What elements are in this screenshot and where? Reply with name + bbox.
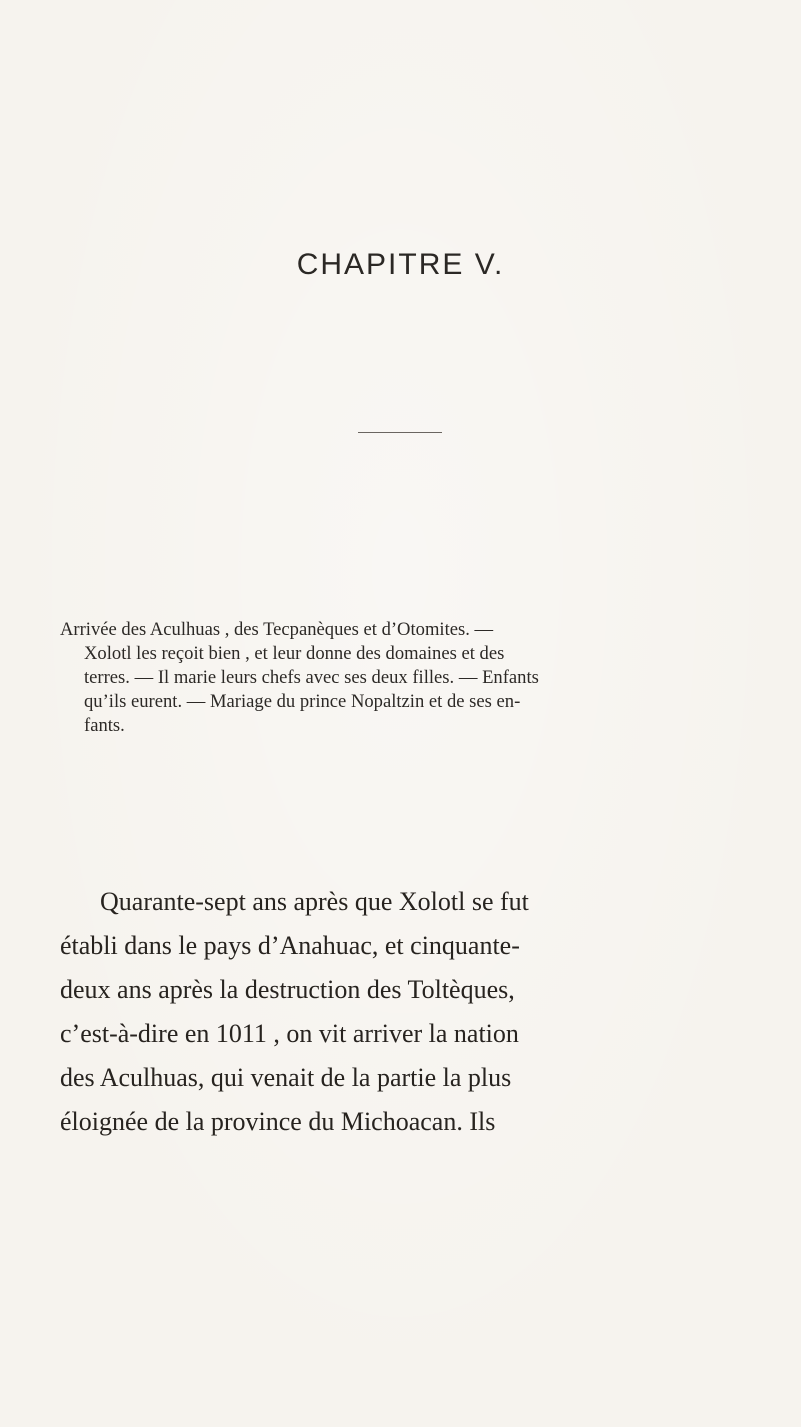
title-divider xyxy=(358,432,442,433)
chapter-title: CHAPITRE V. xyxy=(296,248,505,281)
summary-line: fants. xyxy=(84,715,125,736)
body-line: c’est-à-dire en 1011 , on vit arriver la nation xyxy=(60,1019,519,1048)
body-line: éloignée de la province du Michoacan. Ils xyxy=(60,1107,496,1136)
summary-line: Xolotl les reçoit bien , et leur donne des domaines et des xyxy=(84,643,505,664)
summary-line: Arrivée des Aculhuas , des Tecpanèques et d’Otomites. — xyxy=(60,619,494,640)
summary-line: terres. — Il marie leurs chefs avec ses deux filles. — Enfants xyxy=(84,667,539,688)
body-line: Quarante-sept ans après que Xolotl se fut xyxy=(100,887,529,916)
body-line: des Aculhuas, qui venait de la partie la plus xyxy=(60,1063,512,1092)
chapter-summary xyxy=(60,618,720,738)
body-paragraph xyxy=(60,880,730,1144)
body-line: deux ans après la destruction des Toltèques, xyxy=(60,975,515,1004)
summary-line: qu’ils eurent. — Mariage du prince Nopaltzin et de ses en- xyxy=(84,691,521,712)
body-line: établi dans le pays d’Anahuac, et cinquante- xyxy=(60,931,520,960)
